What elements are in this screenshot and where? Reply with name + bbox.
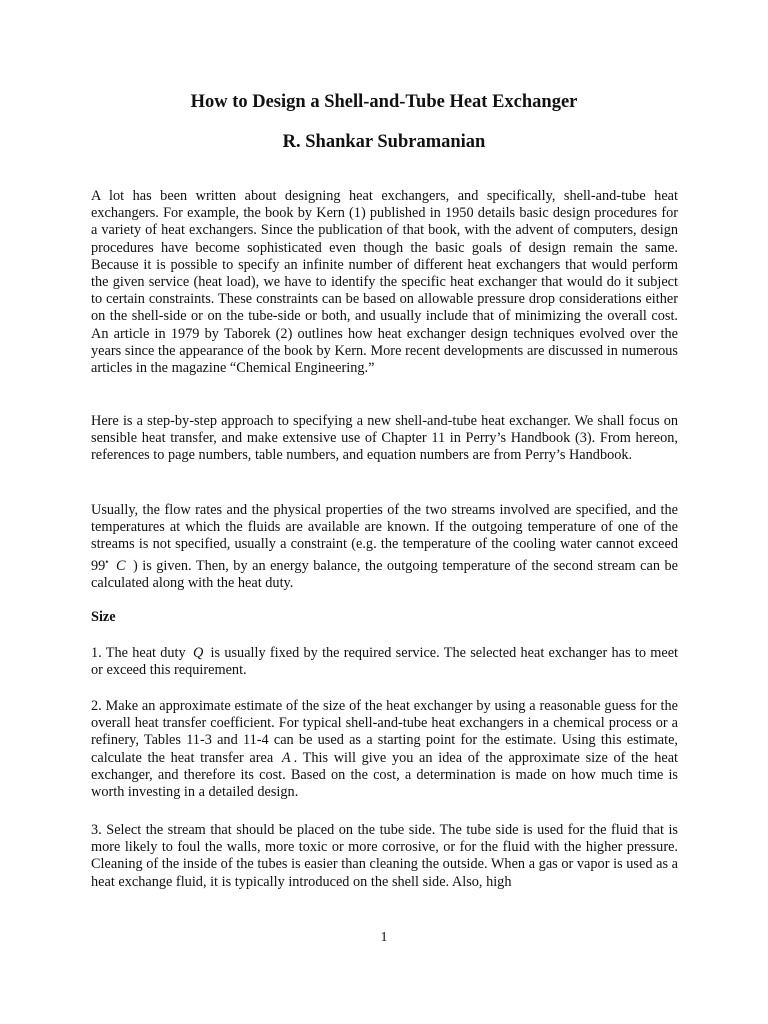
item2-text: 2. Make an approximate estimate of the size of the heat exchanger by using a reasonable guess for the overall heat transfer coefficient. For typical shell-and-tube heat exchangers in a chemical process or a refinery, Tables 11-3 and 11-4 can be used as a starting point for the estimate. Using this estimate, calculate the heat transfer area xyxy=(91,698,678,766)
intro-paragraph-2: Here is a step-by-step approach to specifying a new shell-and-tube heat exchanger. We shall focus on sensible heat transfer, and make extensive use of Chapter 11 in Perry’s Handbook (3). From hereon, references to page numbers, table numbers, and equation numbers are from Perry’s Handbook. xyxy=(91,413,678,464)
degree-symbol: • xyxy=(105,556,109,567)
celsius-unit: C xyxy=(115,557,126,574)
intro-paragraph-1: A lot has been written about designing heat exchangers, and specifically, shell-and-tube heat exchangers. For example, the book by Kern (1) published in 1950 details basic design procedures for a variety of heat exchangers. Since the publication of that book, with the advent of computers, design procedures have become sophisticated even though the basic goals of design remain the same. Because it is possible to specify an infinite number of different heat exchangers that would perform the given service (heat load), we have to identify the specific heat exchanger that would do it subject to certain constraints. These constraints can be based on allowable pressure drop considerations either on the shell-side or on the tube-side or both, and usually include that of minimizing the overall cost. An article in 1979 by Taborek (2) outlines how heat exchanger design techniques evolved over the years since the appearance of the book by Kern. More recent developments are discussed in numerous articles in the magazine “Chemical Engineering.” xyxy=(91,188,678,377)
area-symbol: A xyxy=(281,749,291,766)
document-title: How to Design a Shell-and-Tube Heat Exchanger xyxy=(190,92,578,112)
size-item-2 xyxy=(91,698,678,801)
page-number: 1 xyxy=(380,930,388,945)
document-author: R. Shankar Subramanian xyxy=(282,132,486,152)
size-item-3: 3. Select the stream that should be placed on the tube side. The tube side is used for the fluid that is more likely to foul the walls, more toxic or more corrosive, or for the fluid with the higher pressure. Cleaning of the inside of the tubes is easier than cleaning the outside. When a gas or vapor is used as a heat exchange fluid, it is typically introduced on the shell side. Also, high xyxy=(91,822,678,890)
flow-rates-text-end: ) is given. Then, by an energy balance, the outgoing temperature of the second stream can be calculated along with the heat duty. xyxy=(91,557,678,591)
flow-rates-text: Usually, the flow rates and the physical properties of the two streams involved are specified, and the temperatures at which the fluids are available are known. If the outgoing temperature of one of the streams is not specified, usually a constraint (e.g. the temperature of the cooling water cannot exceed 99 xyxy=(91,502,678,574)
section-heading-size: Size xyxy=(91,609,116,625)
flow-rates-paragraph xyxy=(91,502,678,592)
heat-duty-symbol: Q xyxy=(192,645,204,661)
item1-text: 1. The heat duty xyxy=(91,645,186,661)
item2-text-end: . This will give you an idea of the approximate size of the heat exchanger, and therefore its cost. Based on the cost, a determination is made on how much time is worth investing in a detailed design. xyxy=(91,749,679,801)
size-item-1 xyxy=(91,645,678,679)
item1-text-end: is usually fixed by the required service. The selected heat exchanger has to meet or exceed this requirement. xyxy=(91,645,679,679)
